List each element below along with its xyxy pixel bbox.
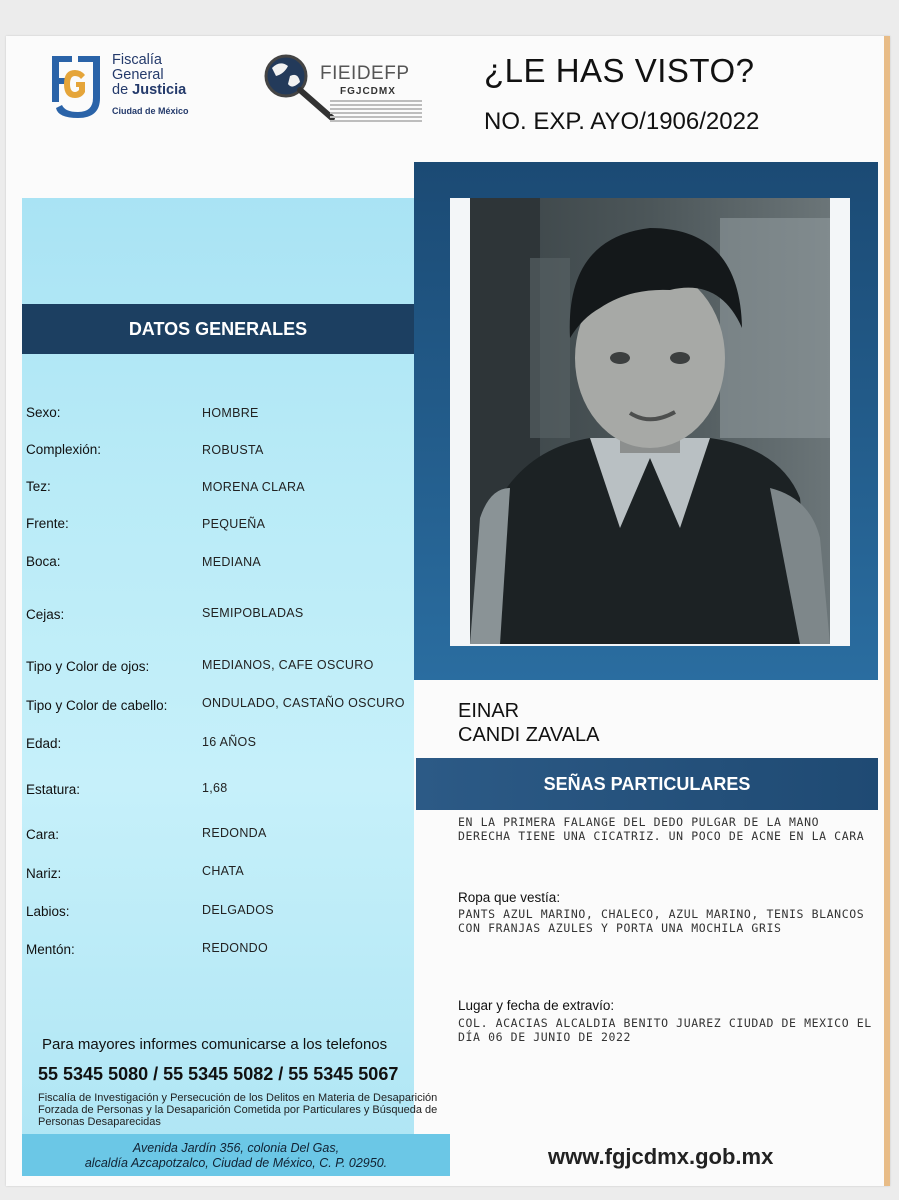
label-cejas: Cejas: [26,607,65,622]
fgj-line3-b: Justicia [132,82,187,98]
fgj-logo-text [112,53,189,119]
label-ojos: Tipo y Color de ojos: [26,659,150,674]
logo-fine-print [330,100,422,124]
value-cara: REDONDA [202,826,267,840]
clothing-label: Ropa que vestía: [458,890,561,905]
label-complexion: Complexión: [26,442,102,457]
fgj-logo-icon [48,52,104,122]
fgj-line3-a: de [112,82,133,98]
label-nariz: Nariz: [26,866,62,881]
person-last-name: CANDI ZAVALA [458,724,600,746]
distinguishing-marks-heading: SEÑAS PARTICULARES [543,774,751,794]
address [22,1141,450,1171]
page-title: ¿LE HAS VISTO? [484,52,755,89]
paper-edge [884,36,890,1186]
value-edad: 16 AÑOS [202,735,257,749]
distinguishing-marks-text: EN LA PRIMERA FALANGE DEL DEDO PULGAR DE LA MANO DERECHA TIENE UNA CICATRIZ. UN POCO DE ACNE EN LA CARA [458,815,865,843]
value-cejas: SEMIPOBLADAS [202,606,304,620]
fgj-line4: Ciudad de México [112,106,189,116]
address-line1: Avenida Jardín 356, colonia Del Gas, [132,1141,340,1155]
person-first-name: EINAR [458,700,520,722]
fgjcdmx-subtitle: FGJCDMX [340,86,396,97]
phone-numbers: 55 5345 5080 / 55 5345 5082 / 55 5345 5067 [38,1064,399,1084]
label-estatura: Estatura: [26,782,81,797]
label-cara: Cara: [26,827,60,842]
case-number: NO. EXP. AYO/1906/2022 [484,108,760,135]
fgj-line3 [112,83,189,98]
website-link[interactable]: www.fgjcdmx.gob.mx [548,1144,774,1169]
value-cabello: ONDULADO, CASTAÑO OSCURO [202,696,405,710]
clothing-text: PANTS AZUL MARINO, CHALECO, AZUL MARINO, TENIS BLANCOS CON FRANJAS AZULES Y PORTA UNA MOCHILA GRIS [458,907,865,935]
label-frente: Frente: [26,516,69,531]
value-complexion: ROBUSTA [202,443,264,457]
label-labios: Labios: [26,904,70,919]
contact-heading: Para mayores informes comunicarse a los telefonos [42,1036,388,1053]
fgj-line1: Fiscalía [112,52,162,68]
missing-person-photo [470,198,830,644]
fieidefp-title: FIEIDEFP [320,63,410,84]
fiscalia-name: Fiscalía de Investigación y Persecución de los Delitos en Materia de Desaparición Forzada de Personas y la Desaparición Cometida por Particulares y Búsqueda de Personas Desaparecidas [38,1092,438,1128]
value-tez: MORENA CLARA [202,480,305,494]
place-date-label: Lugar y fecha de extravío: [458,998,615,1013]
value-labios: DELGADOS [202,903,274,917]
value-nariz: CHATA [202,864,245,878]
label-menton: Mentón: [26,942,75,957]
value-frente: PEQUEÑA [202,517,266,531]
value-sexo: HOMBRE [202,406,259,420]
label-sexo: Sexo: [26,405,61,420]
value-estatura: 1,68 [202,781,228,795]
label-cabello: Tipo y Color de cabello: [26,698,168,713]
place-date-text: COL. ACACIAS ALCALDIA BENITO JUAREZ CIUDAD DE MEXICO EL DÍA 06 DE JUNIO DE 2022 [458,1016,872,1044]
label-boca: Boca: [26,554,61,569]
value-menton: REDONDO [202,941,268,955]
fgj-line2: General [112,67,164,83]
value-boca: MEDIANA [202,555,262,569]
label-edad: Edad: [26,736,62,751]
general-data-heading: DATOS GENERALES [128,319,308,339]
value-ojos: MEDIANOS, CAFE OSCURO [202,658,374,672]
address-line2: alcaldía Azcapotzalco, Ciudad de México, C. P. 02950. [84,1156,388,1170]
label-tez: Tez: [26,479,51,494]
